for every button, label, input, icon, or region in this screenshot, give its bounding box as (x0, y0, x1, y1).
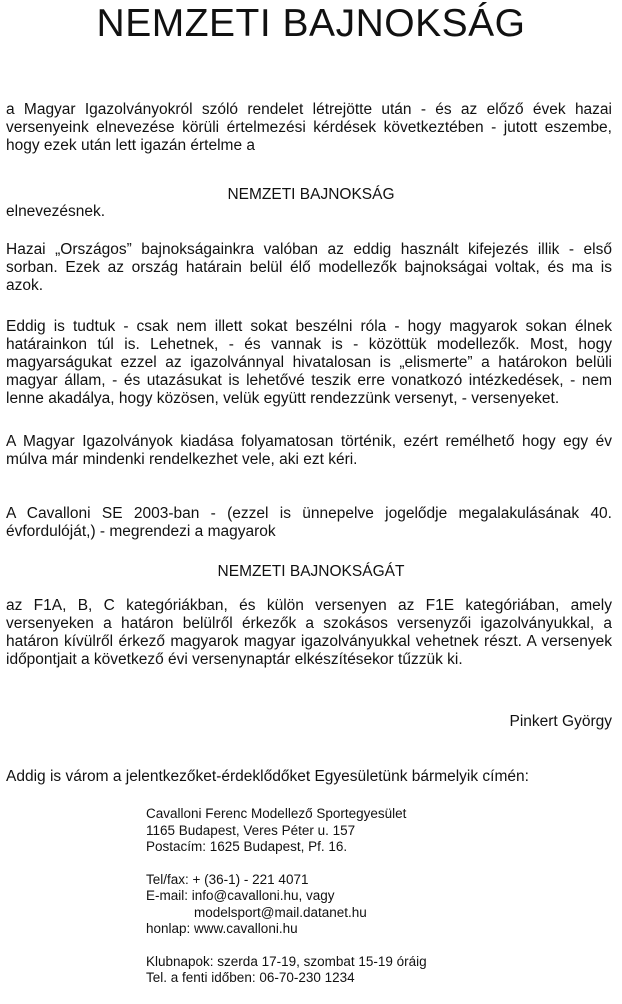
club-phone: Tel. a fenti időben: 06-70-230 1234 (146, 970, 355, 985)
postal-address: Postacím: 1625 Budapest, Pf. 16. (146, 839, 348, 854)
paragraph-cavalloni-2003: A Cavalloni SE 2003-ban - (ezzel is ünnepelve jogelődje megalakulásának 40. évfordulóját,) - megrendezi a magyarok (6, 505, 612, 540)
paragraph-kategoriak: az F1A, B, C kategóriákban, és külön versenyen az F1E kategóriában, amely versenyeken a határon belülről érkezők a szokásos versenyzői igazolványukkal, a határon kívülről érkező magyarok magyar igazolványukkal vehetnek részt. A versenyek időpontjait a következő évi versenynaptár elkészítésekor tűzzük ki. (6, 597, 612, 668)
telfax: Tel/fax: + (36-1) - 221 4071 (146, 871, 309, 887)
intro-paragraph: a Magyar Igazolványokról szóló rendelet létrejötte után - és az előző évek hazai versenyeink elnevezése körüli értelmezési kérdések következtében - jutott eszembe, hogy ezek után lett igazán értelme a (6, 101, 612, 154)
paragraph-hatarainkon-tul: Eddig is tudtuk - csak nem illett sokat beszélni róla - hogy magyarok sokan élnek határainkon túl is. Lehetnek, - és vannak is - közöttük modellezők. Most, hogy magyarságukat ezzel az igazolvánnyal hivatalosan is „elismerte” a határokon belüli magyar állam, - és utazásukat is lehetővé teszik erre vonatkozó intézkedések, - nem lenne akadálya, hogy közösen, velük együtt rendezzünk versenyt, - versenyeket. (6, 318, 612, 407)
heading-nemzeti-bajnoksag: NEMZETI BAJNOKSÁG (227, 186, 395, 203)
invitation-text: Addig is várom a jelentkezőket-érdeklődőket Egyesületünk bármelyik címén: (6, 768, 529, 785)
website: honlap: www.cavalloni.hu (146, 921, 298, 936)
email-line: E-mail: info@cavalloni.hu, vagy (146, 888, 335, 903)
street-address: 1165 Budapest, Veres Péter u. 157 (146, 822, 356, 838)
page-title: NEMZETI BAJNOKSÁG (96, 2, 526, 45)
paragraph-orszagos: Hazai „Országos” bajnokságainkra valóban az eddig használt kifejezés illik - első sorban. Ezek az ország határain belül élő modellezők bajnokságai voltak, és ma is azok. (6, 241, 612, 294)
signature: Pinkert György (509, 713, 612, 730)
contact-address-block (146, 806, 606, 987)
paragraph-igazolvanyok: A Magyar Igazolványok kiadása folyamatosan történik, ezért remélhető hogy egy év múlva már mindenki rendelkezhet vele, aki ezt kéri. (6, 433, 612, 468)
email-line-2: modelsport@mail.datanet.hu (194, 904, 367, 920)
after-heading-text: elnevezésnek. (6, 203, 106, 220)
heading-nemzeti-bajnoksagat: NEMZETI BAJNOKSÁGÁT (217, 563, 405, 580)
org-name: Cavalloni Ferenc Modellező Sportegyesület (146, 806, 407, 821)
club-days: Klubnapok: szerda 17-19, szombat 15-19 óráig (146, 953, 427, 969)
